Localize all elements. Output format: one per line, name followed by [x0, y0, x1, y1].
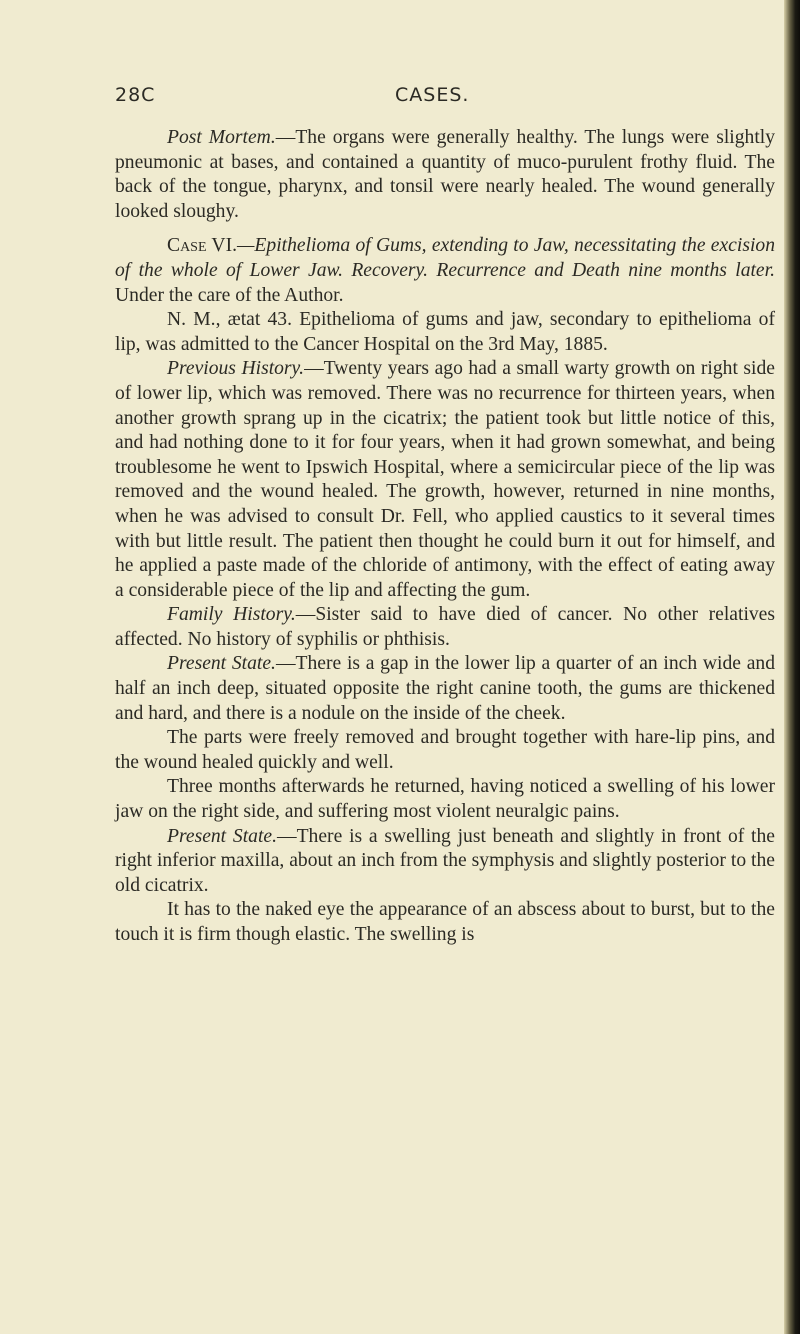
paragraph-admission — [115, 308, 775, 357]
paragraph-present-state — [115, 652, 775, 726]
body-text — [115, 126, 775, 948]
paragraph-lead: Post Mortem. — [167, 127, 276, 148]
paragraph-appearance — [115, 898, 775, 947]
paragraph-body: N. M., ætat 43. Epithelioma of gums and jaw, secondary to epithelioma of lip, was admitted to the Cancer Hospital on the 3rd May, 1885. — [115, 309, 775, 355]
case-attribution: Under the care of the Author. — [115, 284, 344, 306]
case-heading — [115, 234, 775, 308]
paragraph-body: —Twenty years ago had a small warty growth on right side of lower lip, which was removed. There was no recurrence for thirteen years, when another growth sprang up in the cicatrix; the patient took but little notice of this, and had nothing done to it for four years, when it had grown somewhat, and being troublesome he went to Ipswich Hospital, where a semicircular piece of the lip was removed and the wound healed. The growth, however, returned in nine months, when he was advised to consult Dr. Fell, who applied caustics to it several times with but little result. The patient then thought he could burn it out for himself, and he applied a paste made of the chloride of antimony, with the effect of eating away a considerable piece of the lip and affecting the gum. — [115, 358, 775, 601]
paragraph-body: —The organs were generally healthy. The lungs were slightly pneumonic at bases, and contained a quantity of muco-purulent frothy fluid. The back of the tongue, pharynx, and tonsil were nearly healed. The wound generally looked sloughy. — [115, 127, 776, 222]
paragraph-lead: Present State. — [167, 653, 276, 675]
paragraph-previous-history — [115, 357, 775, 603]
paragraph-lead: Present State. — [167, 825, 277, 847]
paragraph-body: The parts were freely removed and brought together with hare-lip pins, and the wound healed quickly and well. — [115, 727, 775, 773]
paragraph-lead: Family History. — [167, 604, 296, 626]
page-header — [115, 84, 775, 114]
case-title: —Epithelioma of Gums, extending to Jaw, necessitating the excision of the whole of Lower Jaw. Recovery. Recurrence and Death nine months later. — [115, 235, 775, 281]
paragraph-body: —Sister said to have died of cancer. No other relatives affected. No history of syphilis or phthisis. — [115, 604, 775, 650]
paragraph-body: —There is a gap in the lower lip a quarter of an inch wide and half an inch deep, situated opposite the right canine tooth, the gums are thickened and hard, and there is a nodule on the inside of the cheek. — [115, 653, 775, 724]
paragraph-body: Three months afterwards he returned, having noticed a swelling of his lower jaw on the right side, and suffering most violent neuralgic pains. — [115, 776, 775, 823]
case-label: Case VI. — [167, 235, 237, 257]
paragraph-family-history — [115, 603, 775, 652]
book-spine-shadow — [784, 0, 800, 1334]
paragraph-lead: Previous History. — [167, 358, 305, 380]
paragraph-post-mortem — [115, 126, 775, 224]
paragraph-operation — [115, 726, 775, 775]
paragraph-present-state-2 — [115, 825, 775, 899]
paragraph-body: —There is a swelling just beneath and slightly in front of the right inferior maxilla, about an inch from the symphysis and slightly posterior to the old cicatrix. — [115, 825, 775, 896]
page-number: 28C — [115, 84, 156, 106]
paragraph-return — [115, 775, 775, 824]
running-head: CASES. — [395, 84, 470, 106]
paragraph-body: It has to the naked eye the appearance of an abscess about to burst, but to the touch it is firm though elastic. The swelling is — [115, 899, 775, 945]
